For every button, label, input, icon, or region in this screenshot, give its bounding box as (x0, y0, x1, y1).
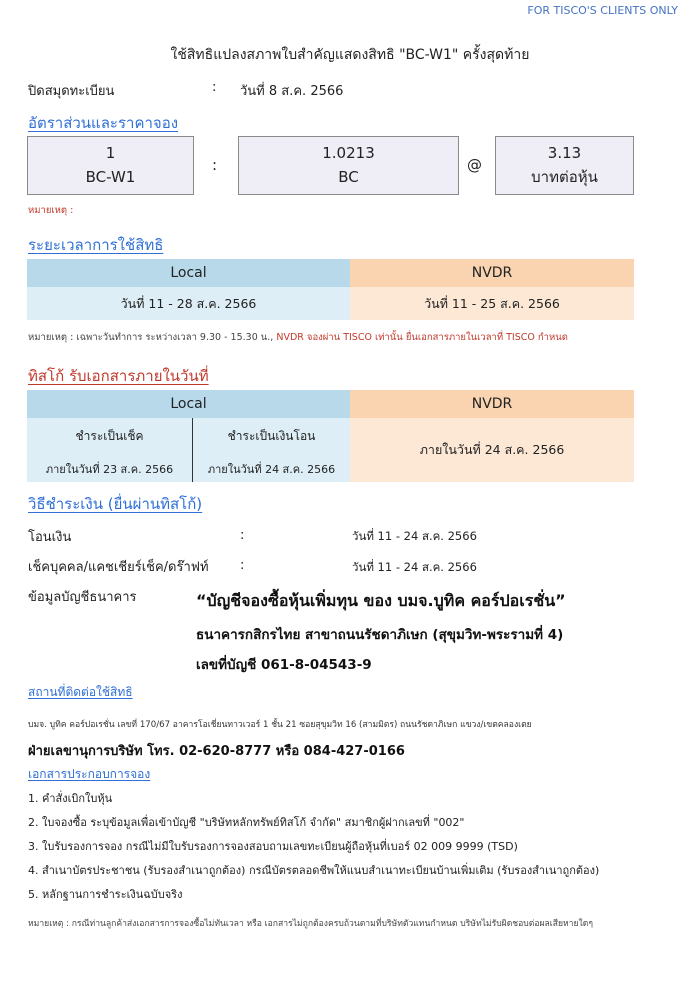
bank-branch: ธนาคารกสิกรไทย สาขาถนนรัชดาภิเษก (สุขุมวิท-พระรามที่ 4) (196, 627, 564, 643)
book-close-colon: : (212, 80, 217, 95)
ratio-box-share-value: 1.0213 (322, 144, 375, 162)
documents-footer-note: หมายเหตุ : กรณีท่านลูกค้าส่งเอกสารการจองซื้อไม่ทันเวลา หรือ เอกสารไม่ถูกต้องครบถ้วนตามที่บริษัทตัวแทนกำหนด บริษัทไม่รับผิดชอบต่อผลเสียหายใดๆ (28, 919, 593, 929)
period-nvdr-value: วันที่ 11 - 25 ส.ค. 2566 (350, 287, 634, 320)
bank-account-number: เลขที่บัญชี 061-8-04543-9 (196, 657, 372, 673)
ratio-box-share-unit: BC (338, 168, 359, 186)
doc-item-3: 3. ใบรับรองการจอง กรณีไม่มีใบรับรองการจองสอบถามเลขทะเบียนผู้ถือหุ้นที่เบอร์ 02 009 9999 (TSD) (28, 840, 518, 853)
period-local-value: วันที่ 11 - 28 ส.ค. 2566 (27, 287, 350, 320)
ratio-box-warrant (27, 136, 194, 195)
bank-account-name: “บัญชีจองซื้อหุ้นเพิ่มทุน ของ บมจ.บูทิค คอร์ปอเรชั่น” (196, 591, 566, 610)
doc-transfer-cell (193, 418, 350, 482)
ratio-box-share (238, 136, 459, 195)
contact-link[interactable]: สถานที่ติดต่อใช้สิทธิ (28, 685, 133, 699)
doc-table (27, 390, 634, 482)
doc-item-2: 2. ใบจองซื้อ ระบุข้อมูลเพื่อเข้าบัญชี "บริษัทหลักทรัพย์ทิสโก้ จำกัด" สมาชิกผู้ฝากเลขที่ "002" (28, 816, 465, 829)
contact-address: บมจ. บูทิค คอร์ปอเรชั่น เลขที่ 170/67 อาคารโอเชี่ยนทาวเวอร์ 1 ชั้น 21 ซอยสุขุมวิท 16 (สามมิตร) ถนนรัชดาภิเษก แขวง/เขตคลองเตย (28, 720, 532, 730)
ratio-separator: : (212, 156, 218, 174)
doc-transfer-label: ชำระเป็นเงินโอน (227, 429, 316, 443)
period-nvdr-header: NVDR (350, 259, 634, 287)
payment-section-title: วิธีชำระเงิน (ยื่นผ่านทิสโก้) (28, 495, 203, 513)
payment-transfer-label: โอนเงิน (28, 530, 72, 545)
payment-transfer-date: วันที่ 11 - 24 ส.ค. 2566 (352, 529, 477, 543)
book-close-label: ปิดสมุดทะเบียน (28, 84, 115, 99)
payment-cheque-label: เช็คบุคคล/แคชเชียร์เช็ค/ดร๊าฟท์ (28, 560, 209, 575)
period-note-text: หมายเหตุ : เฉพาะวันทำการ ระหว่างเวลา 9.30 - 15.30 น., (28, 332, 274, 343)
doc-nvdr-date: ภายในวันที่ 24 ส.ค. 2566 (350, 418, 634, 482)
clients-only-tag: FOR TISCO'S CLIENTS ONLY (527, 4, 678, 17)
period-note (28, 330, 568, 345)
ratio-box-price-unit: บาทต่อหุ้น (531, 168, 598, 186)
doc-item-5: 5. หลักฐานการชำระเงินฉบับจริง (28, 888, 183, 901)
doc-transfer-date: ภายในวันที่ 24 ส.ค. 2566 (207, 463, 336, 476)
ratio-section-title: อัตราส่วนและราคาจอง (28, 114, 179, 132)
doc-section-title: ทิสโก้ รับเอกสารภายในวันที่ (28, 367, 209, 385)
doc-local-header: Local (27, 390, 350, 418)
bank-info-label: ข้อมูลบัญชีธนาคาร (28, 590, 137, 605)
doc-cheque-label: ชำระเป็นเช็ค (75, 429, 144, 443)
doc-cheque-date: ภายในวันที่ 23 ส.ค. 2566 (45, 463, 174, 476)
period-table (27, 259, 634, 320)
documents-link[interactable]: เอกสารประกอบการจอง (28, 767, 151, 781)
book-close-date: วันที่ 8 ส.ค. 2566 (240, 84, 344, 99)
doc-nvdr-header: NVDR (350, 390, 634, 418)
payment-transfer-colon: : (240, 528, 245, 543)
ratio-box-warrant-value: 1 (105, 144, 116, 162)
doc-item-4: 4. สำเนาบัตรประชาชน (รับรองสำเนาถูกต้อง) กรณีบัตรตลอดชีพให้แนบสำเนาทะเบียนบ้านเพิ่มเติม (รับรองสำเนาถูกต้อง) (28, 864, 600, 877)
ratio-box-price-value: 3.13 (547, 144, 582, 162)
payment-cheque-date: วันที่ 11 - 24 ส.ค. 2566 (352, 560, 477, 574)
payment-cheque-colon: : (240, 558, 245, 573)
period-local-header: Local (27, 259, 350, 287)
price-at-symbol: @ (467, 156, 482, 174)
ratio-box-warrant-unit: BC-W1 (85, 168, 136, 186)
page-title: ใช้สิทธิแปลงสภาพใบสำคัญแสดงสิทธิ "BC-W1" ครั้งสุดท้าย (170, 47, 530, 63)
doc-cheque-cell (27, 418, 193, 482)
period-section-title: ระยะเวลาการใช้สิทธิ (28, 236, 164, 254)
ratio-note: หมายเหตุ : (28, 205, 74, 216)
doc-item-1: 1. คำสั่งเบิกใบหุ้น (28, 792, 113, 805)
ratio-box-price (495, 136, 634, 195)
contact-phone: ฝ่ายเลขานุการบริษัท โทร. 02-620-8777 หรือ 084-427-0166 (28, 744, 405, 759)
period-note-nvdr: NVDR จองผ่าน TISCO เท่านั้น ยื่นเอกสารภายในเวลาที่ TISCO กำหนด (273, 332, 568, 343)
